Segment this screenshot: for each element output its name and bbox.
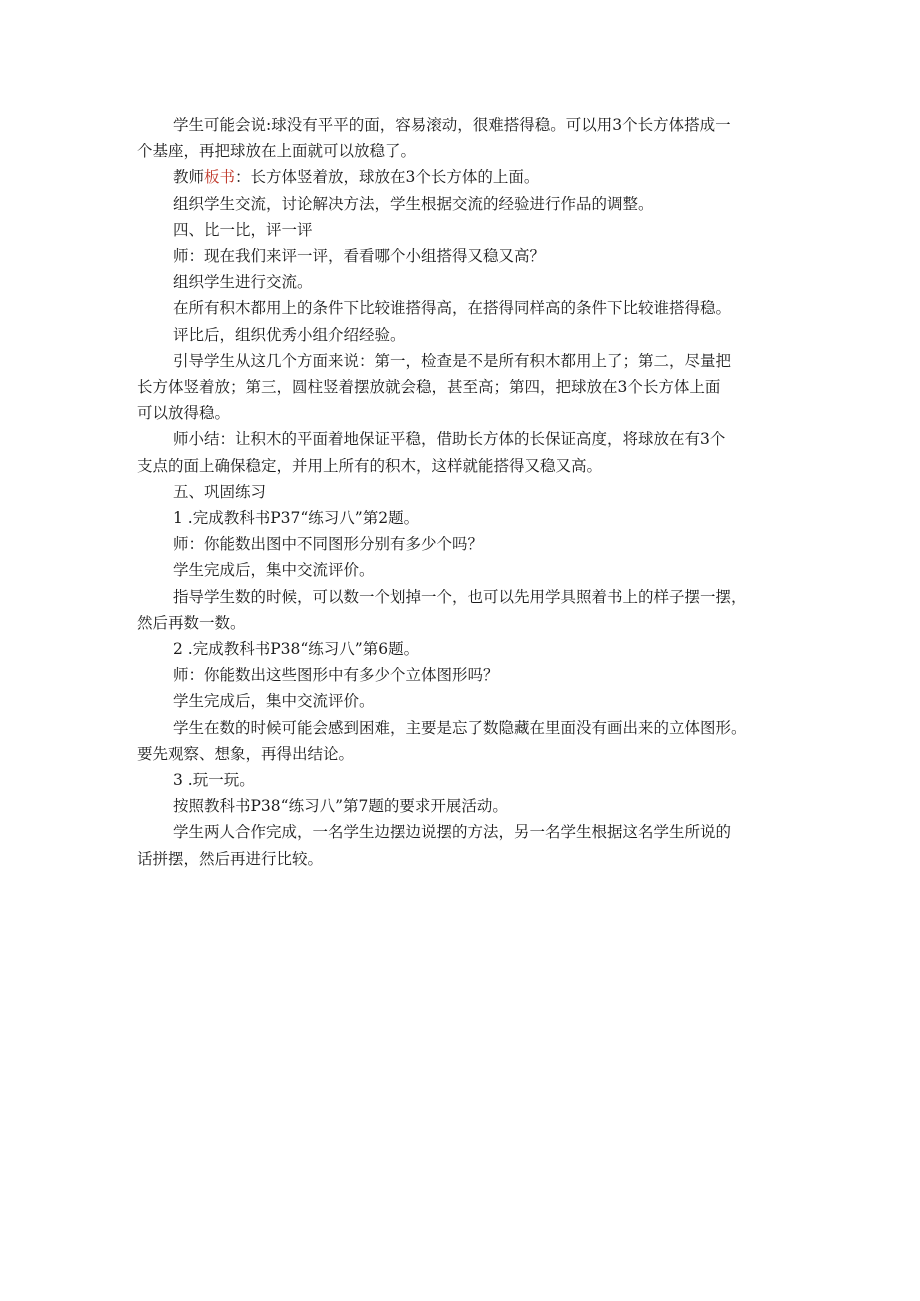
paragraph-line: 组织学生进行交流。 — [173, 273, 313, 292]
paragraph-line: 可以放得稳。 — [137, 404, 231, 423]
paragraph-line: 然后再数一数。 — [137, 613, 246, 632]
paragraph-line-board-writing — [137, 164, 797, 190]
paragraph-line: 学生完成后，集中交流评价。 — [173, 561, 375, 580]
paragraph-line: 学生两人合作完成，一名学生边摆边说摆的方法，另一名学生根据这名学生所说的 — [173, 823, 732, 842]
paragraph-line: 话拼摆，然后再进行比较。 — [137, 849, 324, 868]
section-heading: 五、巩固练习 — [173, 482, 267, 501]
paragraph-line: 师：你能数出图中不同图形分别有多少个吗？ — [173, 535, 484, 554]
board-writing-text: ：长方体竖着放，球放在3个长方体的上面。 — [235, 168, 540, 187]
paragraph-line: 支点的面上确保稳定，并用上所有的积木，这样就能搭得又稳又高。 — [137, 456, 603, 475]
document-body — [137, 112, 797, 872]
board-writing-label: 板书 — [204, 168, 236, 187]
paragraph-line: 学生完成后，集中交流评价。 — [173, 692, 375, 711]
paragraph-line: 组织学生交流，讨论解决方法，学生根据交流的经验进行作品的调整。 — [173, 194, 654, 213]
paragraph-line: 师小结：让积木的平面着地保证平稳，借助长方体的长保证高度，将球放在有3个 — [173, 430, 726, 449]
paragraph-line: 个基座，再把球放在上面就可以放稳了。 — [137, 142, 417, 161]
teacher-label: 教师 — [173, 168, 205, 187]
paragraph-line: 长方体竖着放；第三，圆柱竖着摆放就会稳，甚至高；第四，把球放在3个长方体上面 — [137, 378, 721, 397]
paragraph-line: 学生在数的时候可能会感到困难，主要是忘了数隐藏在里面没有画出来的立体图形。 — [173, 718, 747, 737]
exercise-item: 3 .玩一玩。 — [173, 771, 255, 790]
paragraph-line: 师：你能数出这些图形中有多少个立体图形吗？ — [173, 666, 499, 685]
paragraph-line: 评比后，组织优秀小组介绍经验。 — [173, 325, 406, 344]
paragraph-line: 学生可能会说:球没有平平的面，容易滚动，很难搭得稳。可以用3个长方体搭成一 — [173, 116, 731, 134]
exercise-item: 1 .完成教科书P37“练习八”第2题。 — [173, 509, 420, 528]
exercise-item: 2 .完成教科书P38“练习八”第6题。 — [173, 640, 420, 659]
paragraph-line: 要先观察、想象，再得出结论。 — [137, 744, 355, 763]
paragraph-line: 在所有积木都用上的条件下比较谁搭得高，在搭得同样高的条件下比较谁搭得稳。 — [173, 299, 732, 318]
section-heading: 四、比一比，评一评 — [173, 220, 313, 239]
paragraph-line: 师：现在我们来评一评，看看哪个小组搭得又稳又高？ — [173, 247, 546, 266]
paragraph-line: 指导学生数的时候，可以数一个划掉一个，也可以先用学具照着书上的样子摆一摆， — [173, 587, 747, 606]
paragraph-line: 引导学生从这几个方面来说：第一，检查是不是所有积木都用上了；第二，尽量把 — [173, 351, 732, 370]
paragraph-line: 按照教科书P38“练习八”第7题的要求开展活动。 — [173, 797, 508, 816]
